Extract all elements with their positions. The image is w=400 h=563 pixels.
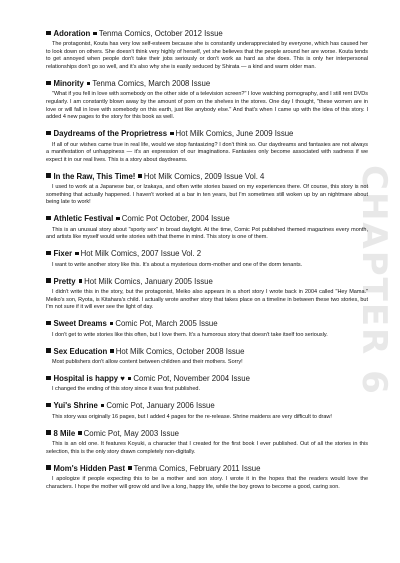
publication-label: Comic Pot, March 2005 Issue xyxy=(115,319,218,329)
bullet-square-icon xyxy=(79,279,83,283)
story-heading xyxy=(46,347,368,357)
story-heading xyxy=(46,401,368,411)
story-note-text: If all of our wishes came true in real life, would we stop fantasizing? I don't think so. Our daydreams and fantasies are not always a manifestation of unhappiness — it's an expression of our imaginations. Fantasies only become associated with sadness if we expect it in our real lives. This is a story about daydreams. xyxy=(46,141,368,163)
bullet-square-icon xyxy=(110,349,114,353)
publication-label: Comic Pot, November 2004 Issue xyxy=(133,374,250,384)
story-title: Mom's Hidden Past xyxy=(53,463,126,473)
story-title: Fixer xyxy=(53,249,73,259)
story-note-text: "What if you fell in love with somebody on the other side of a television screen?" I love watching pornography, and I still rent DVDs regularly. I am constantly blown away by the amount of porn on the shelves in the stores. One day I thought, "these women are in love or will fall in love with somebody on this earth, just like anybody else." And that's when I came up with the idea of this story. I added 4 new pages to the story for this book as well. xyxy=(46,91,368,121)
story-heading xyxy=(46,129,368,139)
story-heading xyxy=(46,429,368,439)
publication-label: Comic Pot, May 2003 Issue xyxy=(83,428,180,438)
bullet-square-icon xyxy=(46,31,51,36)
story-source xyxy=(138,172,264,181)
publication-label: Tenma Comics, February 2011 Issue xyxy=(133,463,261,473)
story-note-text: The protagonist, Kouta has very low self-esteem because she is constantly underappreciated by everyone, which has caused her to look down on others. She doesn't think very highly of herself, yet she believes that the people around her are worse. Kouta tends to get annoyed when people don't take their jobs seriously or don't work as hard as she does. This is only her interpersonal relationships don't go so well, and it's also why she is easily seduced by Shirata — a kind and warm older man. xyxy=(46,41,368,70)
story-notes-page xyxy=(46,29,368,499)
bullet-square-icon xyxy=(170,132,174,136)
story-source xyxy=(116,214,229,223)
story-title: Pretty xyxy=(53,276,76,286)
story-entry xyxy=(46,129,368,164)
story-entry xyxy=(46,374,368,394)
story-title: Athletic Festival xyxy=(53,214,114,224)
story-entry xyxy=(46,249,368,269)
story-source xyxy=(75,249,201,258)
story-source xyxy=(110,319,218,328)
publication-label: Hot Milk Comics, 2009 Issue Vol. 4 xyxy=(143,171,265,181)
publication-label: Comic Pot, January 2006 Issue xyxy=(106,401,215,411)
story-source xyxy=(93,29,222,38)
publication-label: Hot Milk Comics, October 2008 Issue xyxy=(115,346,245,356)
story-source xyxy=(128,374,250,383)
publication-label: Tenma Comics, October 2012 Issue xyxy=(98,29,223,38)
bullet-square-icon xyxy=(46,465,51,470)
bullet-square-icon xyxy=(75,252,79,256)
bullet-square-icon xyxy=(46,376,51,381)
publication-label: Hot Milk Comics, January 2005 Issue xyxy=(84,276,213,286)
bullet-square-icon xyxy=(128,466,132,470)
bullet-square-icon xyxy=(46,173,51,178)
story-heading xyxy=(46,214,368,224)
story-entry xyxy=(46,319,368,339)
story-heading xyxy=(46,319,368,329)
story-entry xyxy=(46,464,368,491)
story-entry xyxy=(46,347,368,367)
story-source xyxy=(78,429,179,438)
story-note-text: This is an old one. It features Koyuki, a character that I created for the first book I ever published. Out of all the stories in this selection, this is the only story drawn completely non-digitally. xyxy=(46,441,368,455)
bullet-square-icon xyxy=(46,403,51,408)
story-source xyxy=(110,347,244,356)
bullet-square-icon xyxy=(93,32,97,36)
story-heading xyxy=(46,374,368,384)
story-note-text: This is an unusual story about "sporty sex" in broad daylight. At the time, Comic Pot published themed magazines every month, and artists like myself would write stories with that theme in mind. This story is one of them. xyxy=(46,226,368,241)
story-entry xyxy=(46,214,368,241)
story-note-text: I didn't write this in the story, but the protagonist, Meiko also appears in a short story I wrote back in 2004 called "Hey Mama." Meiko's son, Ryota, is Kitahara's child. I actually wrote another story that takes place on a timeline in between these two stories, but I'm not sure if it will ever see the light of day. xyxy=(46,288,368,311)
story-title: Minority xyxy=(53,79,84,89)
story-title: Yui's Shrine xyxy=(53,401,98,411)
bullet-square-icon xyxy=(110,322,114,326)
bullet-square-icon xyxy=(138,174,142,178)
story-title: In the Raw, This Time! xyxy=(53,171,136,181)
bullet-square-icon xyxy=(78,431,82,435)
story-entry xyxy=(46,29,368,72)
publication-label: Comic Pot October, 2004 Issue xyxy=(121,214,230,224)
story-note-text: This story was originally 16 pages, but I added 4 pages for the re-release. Shrine maidens are very difficult to draw! xyxy=(52,413,332,420)
story-heading xyxy=(46,464,368,474)
bullet-square-icon xyxy=(128,377,132,381)
story-entry xyxy=(46,429,368,456)
publication-label: Hot Milk Comics, 2007 Issue Vol. 2 xyxy=(80,249,202,259)
publication-label: Tenma Comics, March 2008 Issue xyxy=(92,79,211,89)
story-heading xyxy=(46,79,368,89)
bullet-square-icon xyxy=(116,217,120,221)
story-note-text: I used to work at a Japanese bar, or Izakaya, and often write stories based on my experiences there. Of course, this story is not something that actually happened. I haven't worked at a bar in ten years, but I'm sometimes still woken up by an nightmare about being late to work! xyxy=(46,184,368,206)
bullet-square-icon xyxy=(101,404,105,408)
story-title: Daydreams of the Proprietress xyxy=(53,129,168,139)
story-source xyxy=(79,277,213,286)
story-source xyxy=(128,464,260,473)
story-heading xyxy=(46,172,368,182)
story-entry xyxy=(46,401,368,421)
chapter-watermark: CHAPTER 6 xyxy=(354,164,394,396)
story-note-text: I changed the ending of this story since it was first published. xyxy=(52,386,200,393)
story-heading xyxy=(46,29,368,39)
story-title: Adoration xyxy=(53,29,91,38)
story-title: 8 Mile xyxy=(53,428,76,438)
bullet-square-icon xyxy=(46,251,51,256)
bullet-square-icon xyxy=(46,278,51,283)
story-note-text: I want to write another story like this. It's about a mysterious dorm-mother and one of the dorm tenants. xyxy=(52,261,303,268)
story-entry xyxy=(46,172,368,207)
bullet-square-icon xyxy=(46,131,51,136)
story-source xyxy=(87,79,210,88)
bullet-square-icon xyxy=(46,430,51,435)
story-note-text: Most publishers don't allow content between children and their mothers. Sorry! xyxy=(52,358,243,365)
story-note-text: I apologize if people expecting this to be a mother and son story. I wrote it in the hopes that the readers would love the characters. I hope the mother will grow old and live a long, happy life, while the boy grows to become a good, caring son. xyxy=(46,476,368,490)
story-heading xyxy=(46,277,368,287)
story-source xyxy=(170,129,293,138)
publication-label: Hot Milk Comics, June 2009 Issue xyxy=(175,129,294,139)
story-entry xyxy=(46,79,368,122)
story-title: Sweet Dreams xyxy=(53,319,107,329)
bullet-square-icon xyxy=(46,81,51,86)
story-title: Sex Education xyxy=(53,346,108,356)
story-heading xyxy=(46,249,368,259)
bullet-square-icon xyxy=(87,82,91,86)
bullet-square-icon xyxy=(46,321,51,326)
story-note-text: I don't get to write stories like this often, but I love them. It's a humorous story that doesn't take itself too seriously. xyxy=(52,331,328,338)
story-source xyxy=(101,401,215,410)
bullet-square-icon xyxy=(46,216,51,221)
bullet-square-icon xyxy=(46,348,51,353)
story-title: Hospital is happy ♥ xyxy=(53,374,125,384)
story-entry xyxy=(46,277,368,312)
